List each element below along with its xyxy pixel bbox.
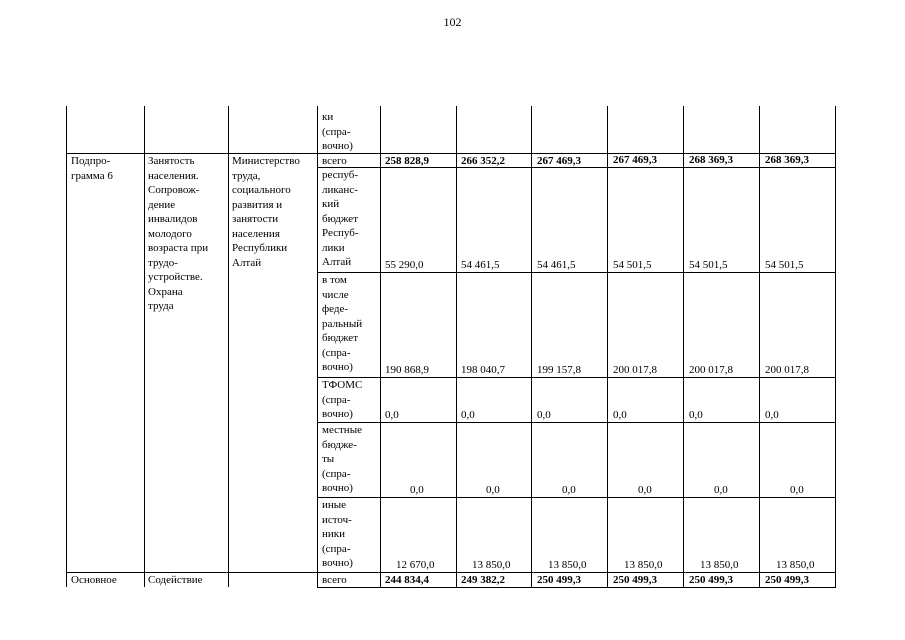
table-rule bbox=[228, 106, 229, 587]
value-cell: 0,0 bbox=[537, 409, 551, 421]
table-rule bbox=[531, 106, 532, 587]
value-cell: 13 850,0 bbox=[776, 559, 815, 571]
next-activity-name: Содействие bbox=[148, 574, 203, 586]
value-cell: 13 850,0 bbox=[472, 559, 511, 571]
page-number: 102 bbox=[443, 15, 462, 29]
source-local-budgets: местные бюдже- ты (спра- вочно) bbox=[322, 424, 362, 494]
value-cell: 250 499,3 bbox=[613, 574, 657, 586]
value-cell: 54 461,5 bbox=[461, 259, 500, 271]
value-cell: 0,0 bbox=[790, 484, 804, 496]
value-cell: 13 850,0 bbox=[548, 559, 587, 571]
value-cell: 199 157,8 bbox=[537, 364, 581, 376]
value-cell: 250 499,3 bbox=[689, 574, 733, 586]
value-cell: 198 040,7 bbox=[461, 364, 505, 376]
table-rule bbox=[759, 106, 760, 587]
value-cell: 54 461,5 bbox=[537, 259, 576, 271]
value-cell: 13 850,0 bbox=[700, 559, 739, 571]
value-cell: 12 670,0 bbox=[396, 559, 435, 571]
value-cell: 54 501,5 bbox=[689, 259, 728, 271]
value-cell: 200 017,8 bbox=[689, 364, 733, 376]
source-other-sources: иные источ- ники (спра- вочно) bbox=[322, 499, 353, 569]
value-cell: 0,0 bbox=[714, 484, 728, 496]
table-rule bbox=[456, 106, 457, 587]
value-cell: 0,0 bbox=[562, 484, 576, 496]
value-cell: 190 868,9 bbox=[385, 364, 429, 376]
value-cell: 0,0 bbox=[765, 409, 779, 421]
source-cell-continued: ки (спра- вочно) bbox=[322, 111, 353, 152]
value-cell: 200 017,8 bbox=[613, 364, 657, 376]
source-federal-budget: в том числе феде- ральный бюджет (спра- вочно) bbox=[322, 274, 363, 373]
value-cell: 0,0 bbox=[613, 409, 627, 421]
value-cell: 266 352,2 bbox=[461, 155, 505, 167]
table-rule bbox=[144, 106, 145, 587]
value-cell: 54 501,5 bbox=[765, 259, 804, 271]
value-cell: 0,0 bbox=[461, 409, 475, 421]
table-rule bbox=[683, 106, 684, 587]
value-cell: 0,0 bbox=[410, 484, 424, 496]
value-cell: 55 290,0 bbox=[385, 259, 424, 271]
table-rule bbox=[317, 106, 318, 587]
value-cell: 0,0 bbox=[638, 484, 652, 496]
table-rule bbox=[607, 106, 608, 587]
value-cell: 200 017,8 bbox=[765, 364, 809, 376]
subprogram-executor: Министерство труда, социального развития и занятости населения Республики Алтай bbox=[232, 155, 300, 269]
value-cell: 0,0 bbox=[689, 409, 703, 421]
value-cell: 0,0 bbox=[486, 484, 500, 496]
value-cell: 250 499,3 bbox=[765, 574, 809, 586]
value-cell: 54 501,5 bbox=[613, 259, 652, 271]
next-activity-source: всего bbox=[322, 574, 347, 586]
table-rule bbox=[66, 106, 67, 587]
source-republic-budget: респуб- ликанс- кий бюджет Респуб- лики Алтай bbox=[322, 169, 359, 268]
value-cell: 268 369,3 bbox=[689, 154, 733, 166]
next-activity-code: Основное bbox=[71, 574, 117, 586]
subprogram-code: Подпро- грамма 6 bbox=[71, 155, 113, 182]
value-cell: 258 828,9 bbox=[385, 155, 429, 167]
value-cell: 268 369,3 bbox=[765, 154, 809, 166]
value-cell: 13 850,0 bbox=[624, 559, 663, 571]
value-cell: 250 499,3 bbox=[537, 574, 581, 586]
value-cell: 267 469,3 bbox=[537, 155, 581, 167]
value-cell: 244 834,4 bbox=[385, 574, 429, 586]
table-rule bbox=[317, 587, 836, 588]
value-cell: 267 469,3 bbox=[613, 154, 657, 166]
table-rule bbox=[380, 106, 381, 587]
table-rule bbox=[835, 106, 836, 587]
value-cell: 0,0 bbox=[385, 409, 399, 421]
source-total: всего bbox=[322, 155, 347, 167]
source-tfoms: ТФОМС (спра- вочно) bbox=[322, 379, 363, 420]
value-cell: 249 382,2 bbox=[461, 574, 505, 586]
subprogram-name: Занятость населения. Сопровож- дение инвалидов молодого возраста при трудо- устройстве. Охрана труда bbox=[148, 155, 209, 312]
